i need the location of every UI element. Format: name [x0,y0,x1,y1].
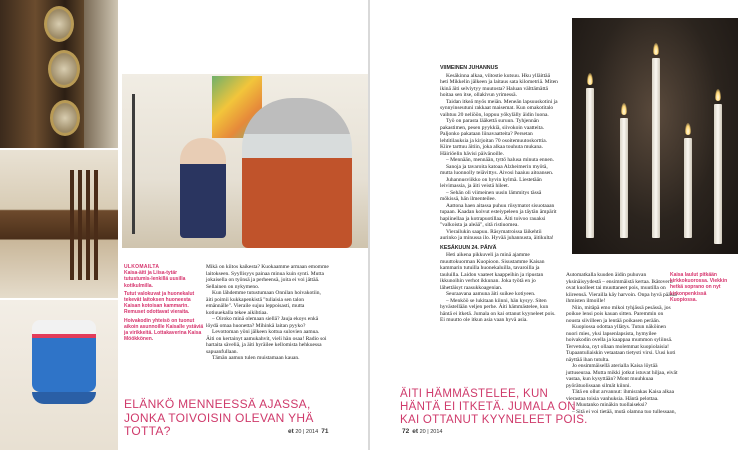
body-paragraph: Mikä on kiitos kaikesta? Kuokaamme armaan emomme laitokseen. Syyllisyys painaa minua kuin synti. Mutta jokaisella on työnsä ja perheensä, joita ei voi jättää. Sellainen on nykymeno. [206,264,329,290]
photo-caption: Kaisa laulut pitkään kirkkokuorossa. Viekkin hetkä soprano on nyt kirkonpenkissä Kuopiossa. [670,272,728,303]
body-paragraph: Taidan itkeä myös meiän. Meneän lapsuuskotini ja synnyinseutuni rakkaat maisemat. Kun omakotitalo vaihtuu 20 neliöön, loppuu yökylälly äidin luona. [440,98,558,118]
candle-flame [587,73,593,85]
pull-quote: ELÄNKÖ MENNEESSÄ AJASSA, JONKA TOIVOISIN OLEVAN YHÄ TOTTA? [124,397,314,438]
folio-brand: et [288,428,294,435]
body-paragraph: – Sitä ei voi tietää, mutä olamna tuo tullessaan, [572,408,676,415]
elderly-woman [180,138,226,238]
candle-flame [621,103,627,115]
folio-issue: 20 | 2014 [295,429,319,435]
pull-quote: ÄITI HÄMMÄSTELEE, KUN HÄNTÄ EI ITKETÄ. JUMALA ON KAI OTTANUT KYYNELEET POIS. [400,388,588,426]
candle-flame [715,89,721,101]
folio-page-number: 71 [321,428,329,435]
body-paragraph: Kesäkinna alkaa, viitostie kutsuu. Hku ylläittää heti Mikkelin jälkeen ja laitaus sata kilometriä. Miten ikinä äiti selviytyy muutosta? Haluan välttämättä hoitaa sen itse, ollakivun yrimessä. [440,72,558,98]
body-paragraph: Työ on parasta lääkettä suruun. Tyhjennän pakastimen, pesen pyykkiä, siivokoin vaatteita. Paljonko pakataan liinavaatteita? Persetan lehtitilauksia ja kirjoitan 70 osoitemuutoskorttia. Kiire tarttuu äitiin, joka alkaa touhuta mukana. Häiriöelin hävisi päivänoille. [440,118,548,157]
body-paragraph: – Mennään, mennään, tyttö halusa minuta ennen. [446,157,554,163]
body-paragraph: Levottoman yöni jälkeen kottua sulovien aamua. Äiti on kertainyt aamukahvit, vieli hän osaa! Radio soi hartaita säveliä, ja äiti hyräilee kellomista hehkuessa sapuanfullaan. [206,329,327,355]
body-paragraph: Juhannusviikko on hyvin kylmä. Liestetään leivimassia, ja äiti veistä hileet. [440,176,542,189]
photo-room-with-chair [0,150,118,298]
portrait-frame [48,50,80,88]
body-paragraph: Niin, mitäpä emo mikoi tyhjässä pesässä, jos poikue lensi pois kauan sitten. Paremmin on nousta siivilleen ja lentää poikasen perään. [566,304,671,324]
candle [620,118,628,238]
body-paragraph: Kun lähdemme tutustumaan Onnilan hoivakotiin, äiti poimii kukkapenkistä "tuliaisia sen talon emännälle". Vieraile sujuu leppoisasti, mutta kotiuuekalla tekee aikihtiaa. [206,290,321,316]
body-paragraph: Seuraavana aamuna äiti suikee kotiyeen. [446,291,536,297]
curtain [84,0,118,148]
folio-page-number: 72 [402,428,410,435]
body-paragraph: – Menköö se lukitaan kiinni, hän kysyy. Siten hyvästellään veljen perhe. Äiti hämmästelee, kun häntä ei itketä. Jumala on kai ottanut kyyneleet pois. Ei muutto ole itkun asia vaan hyvä asia. [440,297,556,323]
candle [652,58,660,238]
body-paragraph: Heti aikena pikkuveli ja minä ajamme muuttokuorman Kuopioon. Sisustamme Kaisan kammarin tutuilla huonekaluilla, tavaroilla ja tauluilla. Laidon vaateet kaappeihin ja ripustan ikkunoihin verhot ikkunan. Joka työtä en jo lähettäisyt raasukkoagenian. [440,252,545,291]
body-paragraph: – Muutanko minäkin tuollaiseksi? [572,402,648,408]
caption-line: Tutut valokuvat ja huonekalut tekevät laitoksen huoneesta Kaisan kotoisan kammarin. Remuset odottavat vieraita. [124,290,195,316]
folio-issue: 20 | 2014 [419,429,443,435]
tin-base [32,392,96,404]
portrait-frame [50,100,80,136]
right-page [370,0,738,450]
section-heading: KESÄKUUN 24. PÄIVÄ [440,244,497,251]
body-paragraph: – Sehän oli viimeinen uusin lämmitys tässä mökissä, hän ilmenteilee. [440,189,542,202]
page-folio [402,428,442,435]
chair [70,170,100,280]
article-body-column-1 [440,62,558,324]
body-paragraph: Automatkalla kuuden äidin puhuvan yksinäisyydestä – ensimmäistä kertaa. Ikätoverit ovat kuolleet tai muuttaneet pois, muutilla on kiireensä. Vierailla käy harvoin. Onpa hyvä päästä ihmisten ilmoille! [566,272,677,304]
body-paragraph: Aattona haen aitassa puhuu riisymatot sisuotaaan tupaan. Kaadan koivut esteiypeleen ja täytän ämpärit hapiinellaa ja kotrapuotillaa. Äiti toivoo rauaksi "valkoista ja aleää", sitä ristiuomea. [440,202,557,228]
article-body-left [206,264,329,362]
floor-lamp [132,94,135,234]
body-paragraph: Tämän aamun tulen muistamaan kauan. [212,355,300,361]
photo-cookie-tin [0,300,118,450]
body-paragraph: Jo ensimmäisellä aterialla Kaisa löytää juttuseuraa. Mutta mikki jotkut istuvat hiljaa, eivät vastaa, kun kysyttään? Mont muuhkuaa pyörätuolissaan silmät kiinni. [566,363,678,389]
daughter [242,98,352,248]
body-paragraph: – Oiroko minä olemaan siellä? Jauja ekoys enkä löydä omaa huonetta? Mihinkä laitan pyyko? [206,316,319,329]
body-paragraph: Kuopiossa odottaa yllätys. Tutun näköinen nuori mies, yksi lapsenlapsista, hymyilee hoivakodin ovella ja kaappaa mummon syliinsä. Tervetuloa, nyt ollaan molemmat kuopiolaisia! Tupaantuliaiskin vetaataan tietysti virsi. Uusi koti näyttää ihan tutulta. [566,324,676,363]
candle [714,104,722,244]
body-paragraph: Tätä en ollut arvannut: ihmisrakas Kaisa alkaa vierastaa toisia vanhuksia. Häntä pelottaa. [566,389,675,402]
tin-lid [32,320,96,392]
photo-framed-portraits [0,0,118,148]
left-page [0,0,368,450]
body-paragraph: Vierailukin saapuu. Räsymatroissa läikehtii aurinko ja minussa ilo. Hyvää juhannusta, äitikulta! [440,228,554,241]
candle-flame [685,123,691,135]
caption-line: Hoivakodin yhteisö on tuonut aikoin asunnoille Kaisalle ystäviä ja virikkeitä. Lottakaverina Kaisa Möökkönen. [124,317,204,343]
photo-mother-and-daughter [122,74,368,248]
candle [586,88,594,238]
caption-line: Kaisa-äiti ja Liisa-tytär tutustumis-lenkillä uusilla kotikulmilla. [124,270,186,289]
photo-church-candles [572,18,738,254]
photo-caption [124,264,204,344]
body-paragraph: Sanoja ja tavaroita katoaa Alzheimerin myötä, mutta luonnolly teiävittys. Aivosi haaiuu aitoansen. [440,163,554,176]
page-folio [288,428,328,435]
candle-flame [653,43,659,55]
caption-heading: ULKOMAILTA [124,264,160,270]
portrait-frame [44,6,74,42]
section-heading: VIIMEINEN JUHANNUS [440,65,498,71]
candle [684,138,692,238]
folio-brand: et [412,428,419,435]
